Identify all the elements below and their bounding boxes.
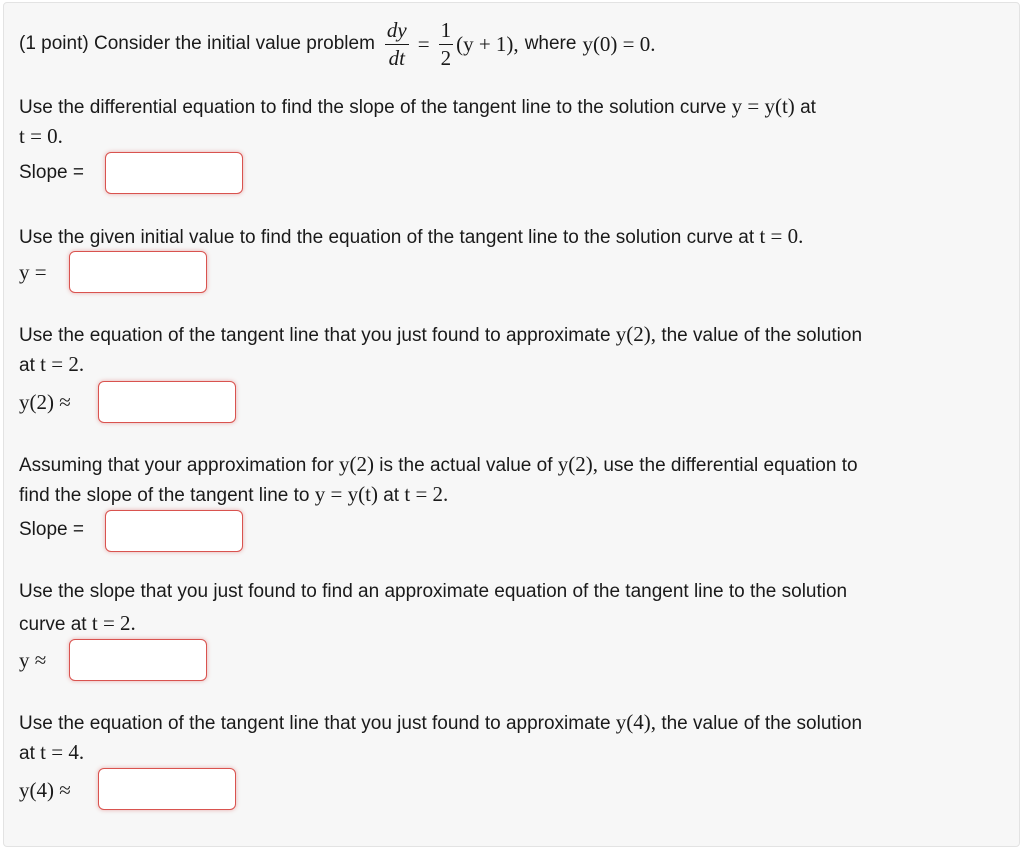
y2-approx-input[interactable] [98,381,236,423]
part2-math: t = 0. [759,224,804,248]
derivative-numerator: dy [385,20,409,45]
slope-label-2: Slope = [19,519,84,540]
part6-line1 [19,710,862,735]
part6-t-value: t = 4. [40,740,85,764]
tangent-line-input-t2[interactable] [69,639,207,681]
part1-text: Use the differential equation to find the slope of the tangent line to the solution curve [19,97,727,118]
part3-t-value: t = 2. [40,352,85,376]
slope-input-t0[interactable] [105,152,243,194]
part6-math: y(4), [615,710,657,734]
part5-math: t = 2. [91,611,136,635]
part2-line1 [19,224,803,249]
part3-line1 [19,322,862,347]
part5-line2 [19,611,136,636]
tangent-label-1: y = [19,260,47,284]
part3-math: y(2), [615,322,657,346]
part4-math-d: t = 2. [404,482,449,506]
part3-line2 [19,352,84,377]
half-fraction [439,17,454,70]
rhs-expression: (y + 1), [456,31,519,56]
tangent-label-2: y ≈ [19,648,47,672]
part4-line2 [19,482,448,507]
part4-text-d: find the slope of the tangent line to [19,485,310,506]
part5-text: curve at [19,614,87,635]
part5-line1: Use the slope that you just found to find an approximate equation of the tangent line to the solution [19,581,848,602]
part6-line2 [19,740,84,765]
problem-intro [19,14,656,74]
y2-label: y(2) ≈ [19,390,71,414]
part4-math-b: y(2), [557,452,599,476]
part1-end: at [800,97,816,118]
equals-sign: = [417,31,430,56]
part6-end: the value of the solution [661,713,863,734]
intro-prefix: (1 point) Consider the initial value problem [19,33,375,54]
half-numerator: 1 [439,20,454,45]
initial-condition: y(0) = 0. [582,31,656,56]
part4-math-c: y = y(t) [314,482,378,506]
derivative-fraction [385,17,409,70]
part1-line2: t = 0. [19,124,63,148]
part2-text: Use the given initial value to find the equation of the tangent line to the solution curve at [19,227,755,248]
slope-input-t2[interactable] [105,510,243,552]
part3-at: at [19,355,35,376]
part4-text-c: use the differential equation to [603,455,858,476]
half-denominator: 2 [440,45,452,70]
part1-math: y = y(t) [731,94,795,118]
part3-end: the value of the solution [661,325,863,346]
part4-text-a: Assuming that your approximation for [19,455,334,476]
part4-text-e: at [383,485,400,506]
where-text: where [524,33,577,54]
part6-at: at [19,743,35,764]
part3-text: Use the equation of the tangent line that you just found to approximate [19,325,611,346]
y4-approx-input[interactable] [98,768,236,810]
derivative-denominator: dt [388,45,405,70]
part6-text: Use the equation of the tangent line that you just found to approximate [19,713,611,734]
part4-math-a: y(2) [339,452,374,476]
part4-text-b: is the actual value of [379,455,553,476]
tangent-line-input-t0[interactable] [69,251,207,293]
slope-label-1: Slope = [19,162,84,183]
part1-line1 [19,94,816,119]
y4-label: y(4) ≈ [19,778,71,802]
part4-line1 [19,452,858,477]
